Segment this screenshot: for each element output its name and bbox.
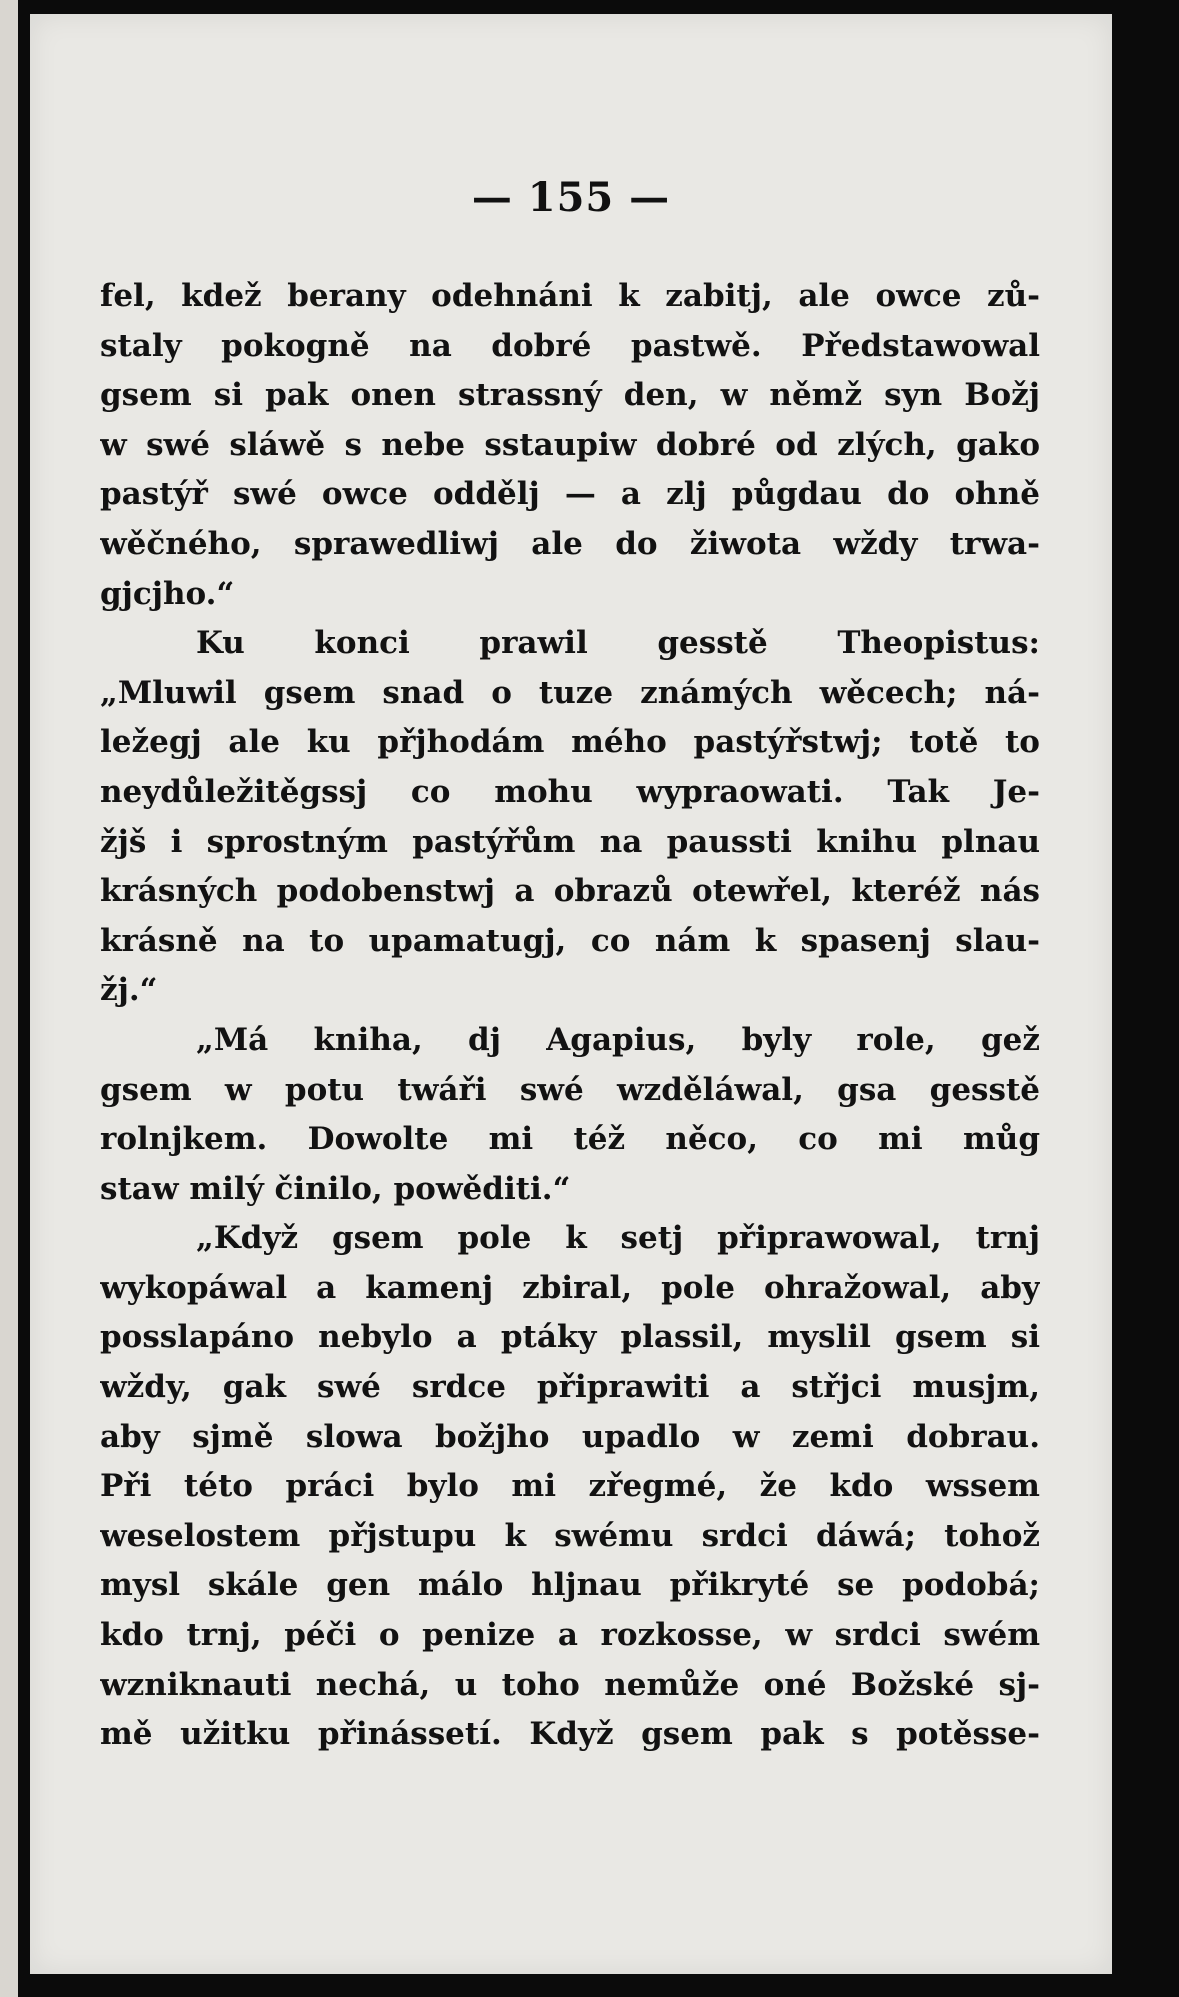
text-line: posslapáno nebylo a ptáky plassil, myslil gsem si <box>100 1319 1040 1356</box>
text-line: wždy, gak swé srdce připrawiti a střjci musjm, <box>100 1369 1040 1406</box>
text-line: kdo trnj, péči o penize a rozkosse, w srdci swém <box>100 1617 1040 1654</box>
text-line: pastýř swé owce oddělj — a zlj půgdau do ohně <box>100 476 1040 513</box>
text-line: rolnjkem. Dowolte mi též něco, co mi můg <box>100 1121 1040 1158</box>
text-line: krásných podobenstwj a obrazů otewřel, kteréž nás <box>100 873 1040 910</box>
text-line: Ku konci prawil gesstě Theopistus: <box>196 625 1040 662</box>
text-line: gsem w potu twáři swé wzděláwal, gsa gesstě <box>100 1071 1040 1108</box>
page-body-text <box>100 272 1040 1760</box>
text-line: w swé sláwě s nebe sstaupiw dobré od zlých, gako <box>100 426 1040 463</box>
text-line: žj.“ <box>100 972 158 1009</box>
text-line: Při této práci bylo mi zřegmé, že kdo wssem <box>100 1468 1040 1505</box>
text-line: neydůležitěgssj co mohu wypraowati. Tak Je- <box>100 773 1040 810</box>
text-line: krásně na to upamatugj, co nám k spasenj slau- <box>100 922 1040 959</box>
text-line: mysl skále gen málo hljnau přikryté se podobá; <box>100 1567 1040 1604</box>
text-line: staly pokogně na dobré pastwě. Předstawowal <box>100 327 1040 364</box>
text-line: wykopáwal a kamenj zbiral, pole ohražowal, aby <box>100 1269 1040 1306</box>
text-line: žjš i sprostným pastýřům na paussti knihu plnau <box>100 823 1040 860</box>
text-line: staw milý činilo, powěditi.“ <box>100 1170 571 1207</box>
book-page <box>30 14 1112 1974</box>
text-line: ležegj ale ku přjhodám mého pastýřstwj; totě to <box>100 724 1040 761</box>
text-line: gjcjho.“ <box>100 575 235 612</box>
text-line: „Mluwil gsem snad o tuze známých wěcech; ná- <box>100 674 1040 711</box>
page-number: — 155 — <box>471 174 671 221</box>
text-line: gsem si pak onen strassný den, w němž syn Božj <box>100 377 1040 414</box>
text-line: wěčného, sprawedliwj ale do žiwota wždy trwa- <box>100 525 1040 562</box>
adjacent-page-edge <box>0 0 18 1997</box>
text-line: „Když gsem pole k setj připrawowal, trnj <box>196 1220 1040 1257</box>
text-line: aby sjmě slowa božjho upadlo w zemi dobrau. <box>100 1418 1040 1455</box>
text-line: fel, kdež berany odehnáni k zabitj, ale owce zů- <box>100 278 1040 314</box>
text-line: „Má kniha, dj Agapius, byly role, gež <box>196 1021 1040 1058</box>
text-line: mě užitku přinássetí. Když gsem pak s potěsse- <box>100 1716 1040 1753</box>
text-line: weselostem přjstupu k swému srdci dáwá; tohož <box>100 1517 1040 1554</box>
text-line: wzniknauti nechá, u toho nemůže oné Božské sj- <box>100 1666 1040 1703</box>
